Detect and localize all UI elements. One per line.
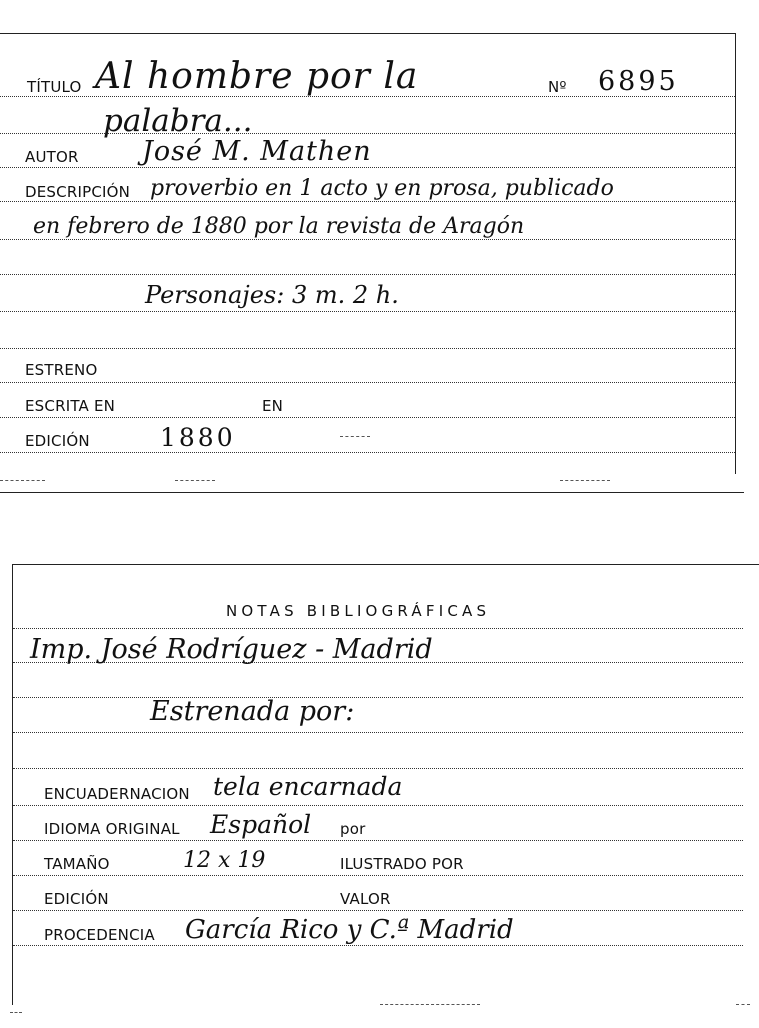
descripcion-value-line2: en febrero de 1880 por la revista de Aragón [33,214,525,239]
procedencia-value: García Rico y C.ª Madrid [185,915,514,945]
edge-mark [175,480,215,481]
titulo-label: TÍTULO [27,78,82,96]
ruled-line [0,417,735,418]
ruled-line [0,452,735,453]
tamano-value: 12 x 19 [183,848,266,873]
edge-mark [736,1004,750,1005]
edge-mark [560,480,610,481]
descripcion-value-line1: proverbio en 1 acto y en prosa, publicado [150,176,614,201]
ruled-line [13,875,743,876]
ruled-line [0,311,735,312]
ruled-line [0,348,735,349]
titulo-value-line1: Al hombre por la [95,56,419,97]
tamano-label: TAMAÑO [44,855,110,873]
card-separator [0,492,744,493]
ruled-line [13,697,743,698]
notas-value-line2: Estrenada por: [150,696,355,727]
notas-heading: NOTAS BIBLIOGRÁFICAS [226,602,491,620]
ruled-line [0,274,735,275]
encuadernacion-label: ENCUADERNACION [44,785,190,803]
escrita-en-label: ESCRITA EN [25,397,116,415]
autor-label: AUTOR [25,148,79,166]
ilustrado-por-label: ILUSTRADO POR [340,855,464,873]
ruled-line [13,945,743,946]
pen-mark [340,436,370,437]
valor-label: VALOR [340,890,391,908]
notas-value-line1: Imp. José Rodríguez - Madrid [30,634,433,665]
idioma-original-label: IDIOMA ORIGINAL [44,820,180,838]
ruled-line [0,239,735,240]
en-label: EN [262,397,284,415]
edicion-label: EDICIÓN [25,432,90,450]
encuadernacion-value: tela encarnada [213,772,403,801]
titulo-value-line2: palabra... [103,103,253,139]
ruled-line [13,840,743,841]
ruled-line [13,768,743,769]
numero-label: Nº [548,78,567,96]
estreno-label: ESTRENO [25,361,98,379]
descripcion-value-line3: Personajes: 3 m. 2 h. [145,281,399,309]
ruled-line [0,201,735,202]
procedencia-label: PROCEDENCIA [44,926,155,944]
ruled-line [13,910,743,911]
edge-mark [10,1012,22,1013]
edicion-value: 1880 [160,423,236,452]
autor-value: José M. Mathen [142,136,372,167]
numero-value: 6895 [598,66,679,97]
ruled-line [13,805,743,806]
por-label: por [340,820,366,838]
ruled-line [13,732,743,733]
descripcion-label: DESCRIPCIÓN [25,183,131,201]
edge-mark [0,480,45,481]
edge-mark [380,1004,480,1005]
ruled-line [0,167,735,168]
idioma-original-value: Español [210,810,312,839]
edicion-label-bottom: EDICIÓN [44,890,109,908]
ruled-line [13,628,743,629]
ruled-line [0,382,735,383]
